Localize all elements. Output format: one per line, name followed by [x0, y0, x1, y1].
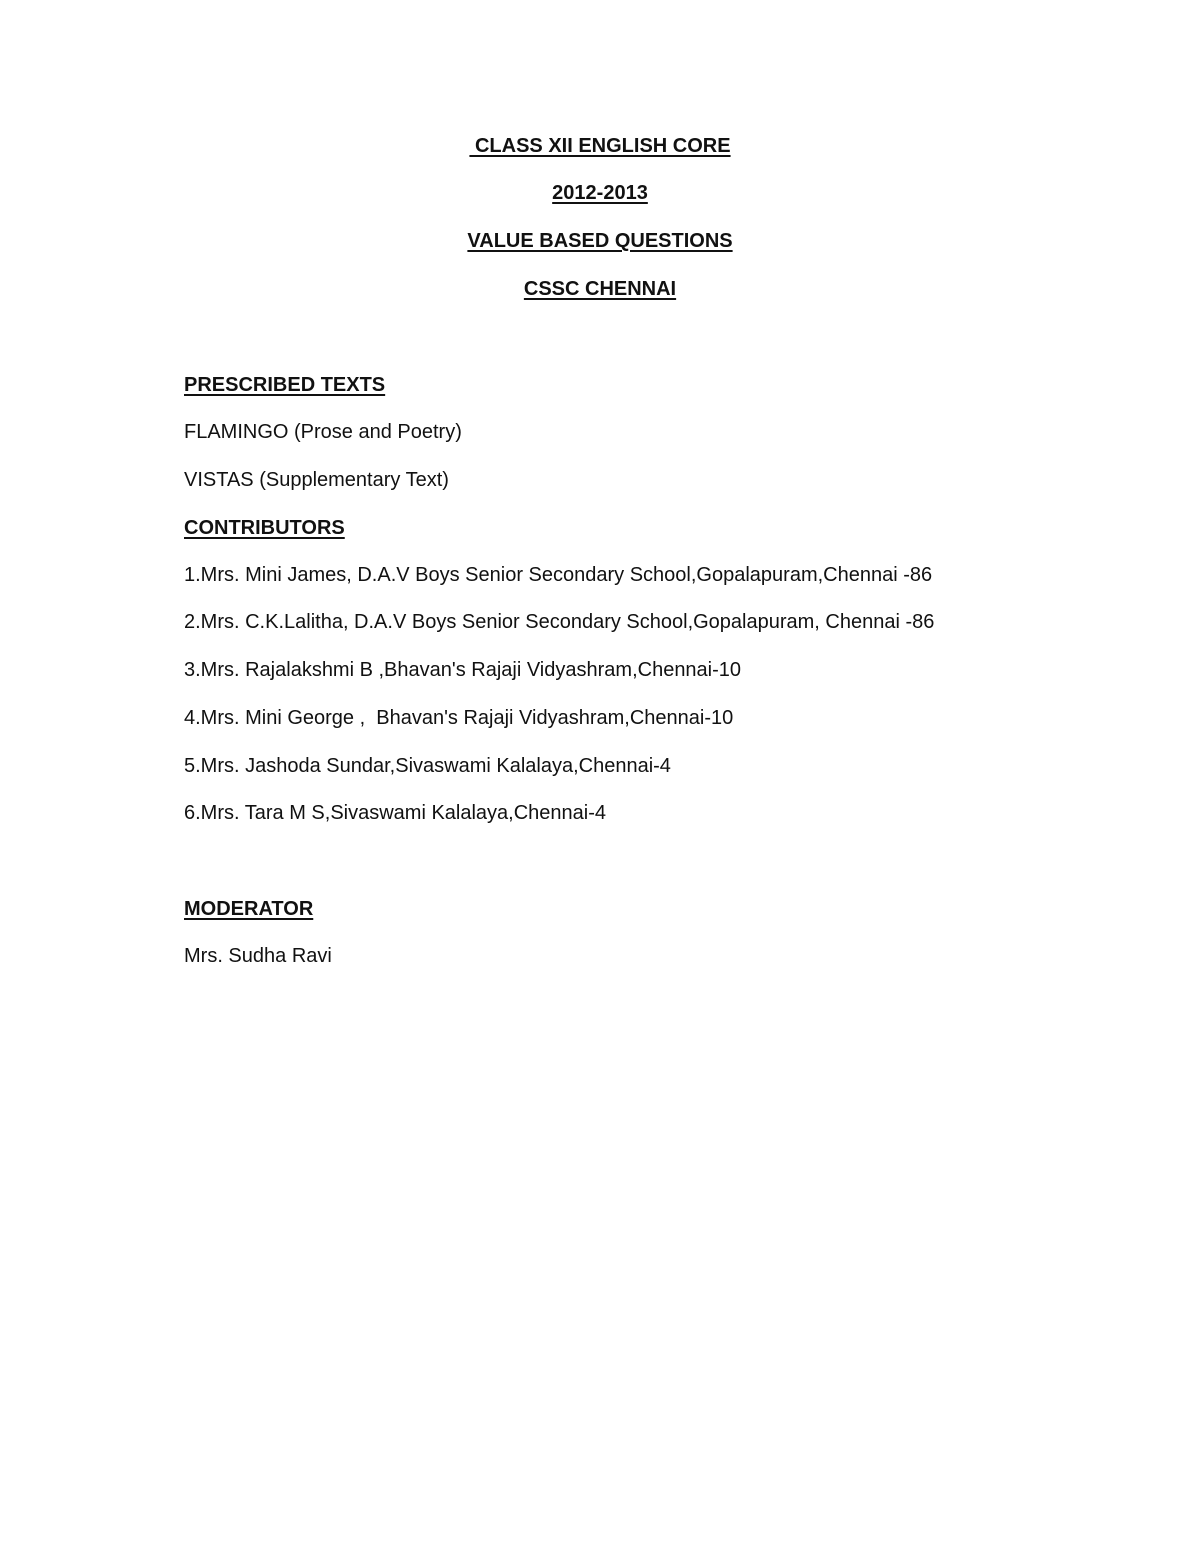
moderator-heading: MODERATOR	[184, 898, 314, 920]
contributor-item: 3.Mrs. Rajalakshmi B ,Bhavan's Rajaji Vidyashram,Chennai-10	[184, 659, 742, 681]
document-organization: CSSC CHENNAI	[523, 278, 677, 300]
document-year: 2012-2013	[552, 182, 648, 204]
prescribed-texts-heading: PRESCRIBED TEXTS	[184, 374, 386, 396]
contributor-item: 6.Mrs. Tara M S,Sivaswami Kalalaya,Chennai-4	[184, 802, 607, 824]
moderator-name: Mrs. Sudha Ravi	[184, 945, 332, 967]
document-subtitle: VALUE BASED QUESTIONS	[467, 230, 733, 252]
contributor-item: 4.Mrs. Mini George , Bhavan's Rajaji Vidyashram,Chennai-10	[184, 707, 734, 729]
prescribed-text-item: FLAMINGO (Prose and Poetry)	[184, 421, 462, 443]
document-title: CLASS XII ENGLISH CORE	[469, 135, 731, 157]
prescribed-text-item: VISTAS (Supplementary Text)	[184, 469, 449, 491]
contributor-item: 5.Mrs. Jashoda Sundar,Sivaswami Kalalaya,Chennai-4	[184, 755, 671, 777]
contributor-item: 1.Mrs. Mini James, D.A.V Boys Senior Secondary School,Gopalapuram,Chennai -86	[184, 564, 933, 586]
contributor-item: 2.Mrs. C.K.Lalitha, D.A.V Boys Senior Secondary School,Gopalapuram, Chennai -86	[184, 611, 935, 633]
contributors-heading: CONTRIBUTORS	[184, 517, 345, 539]
